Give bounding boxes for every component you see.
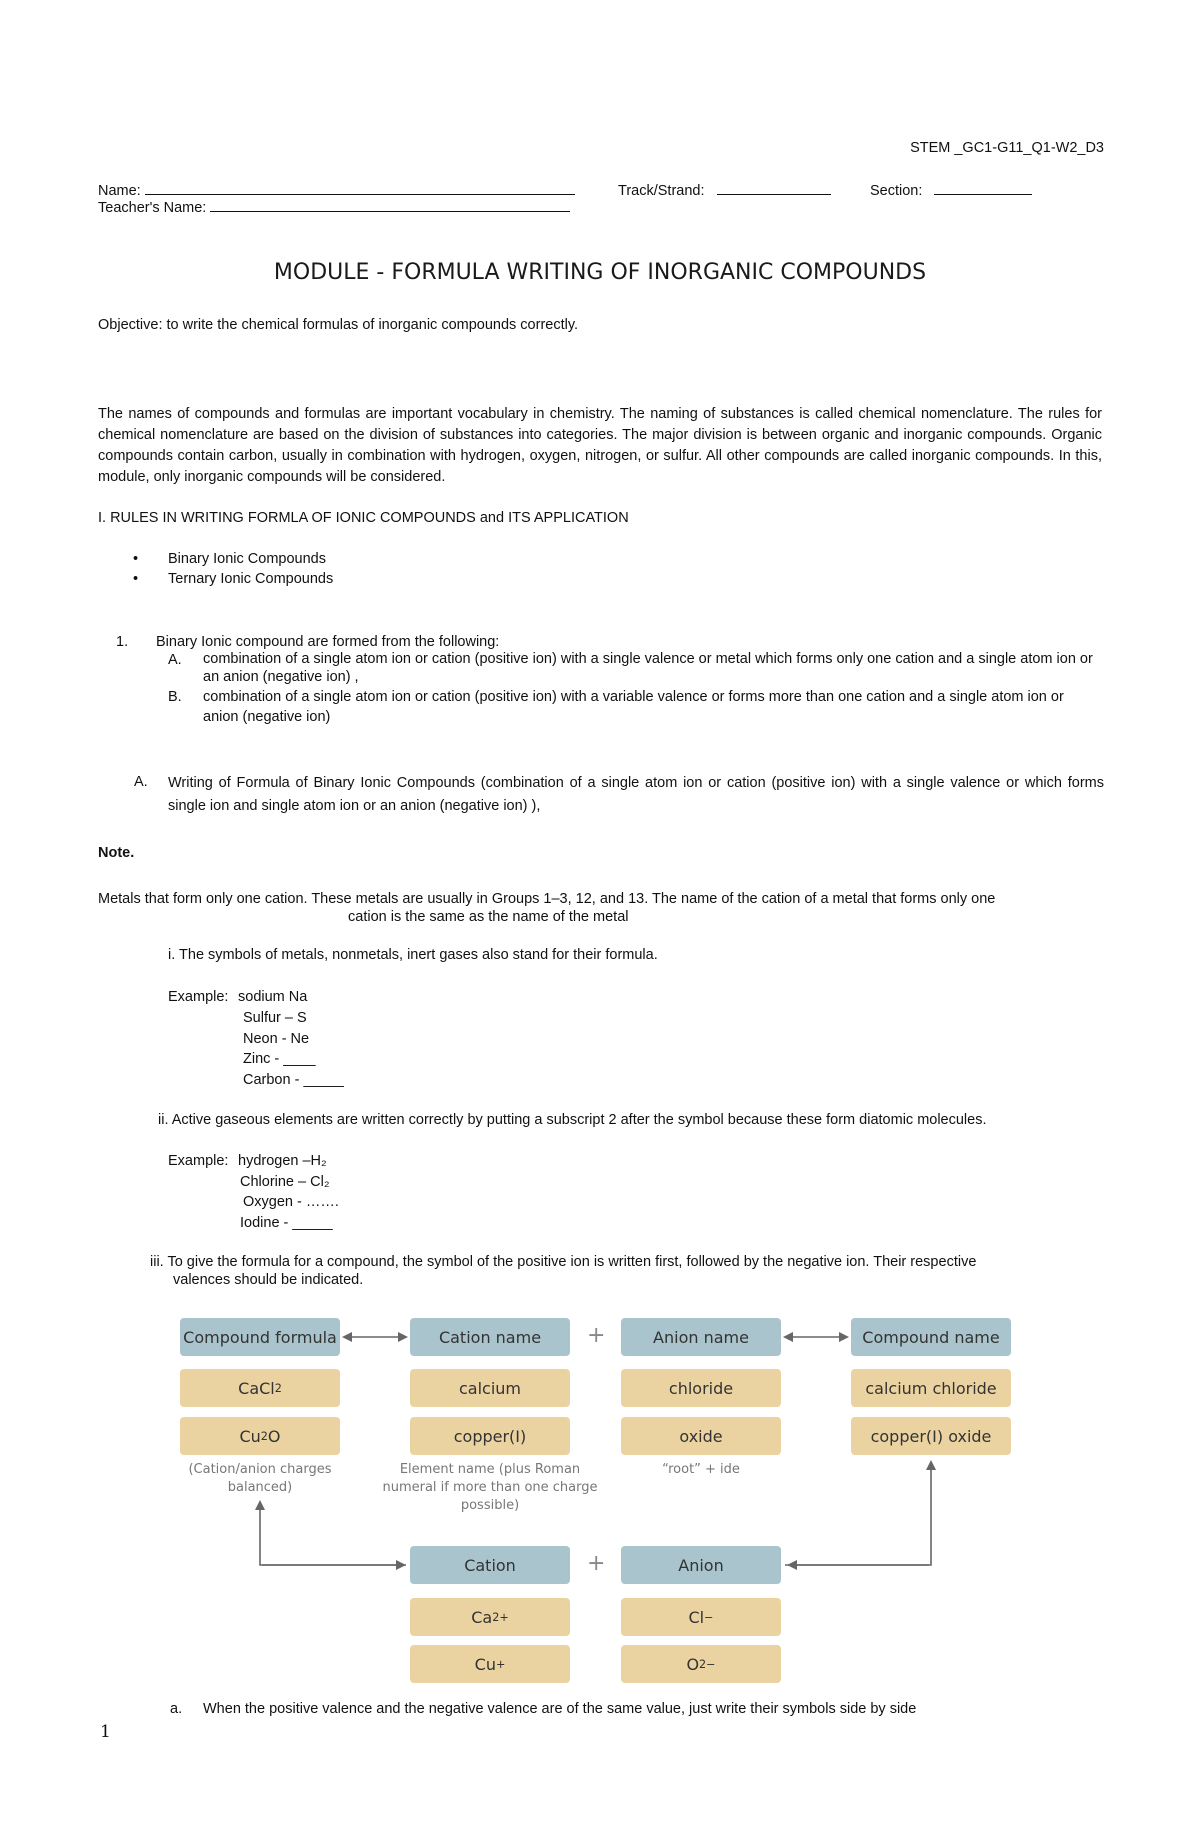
list-item: • Ternary Ionic Compounds (98, 569, 698, 589)
objective: Objective: to write the chemical formulas of inorganic compounds correctly. (98, 317, 579, 333)
rule-ii-example-1: hydrogen –H₂ (238, 1153, 327, 1169)
document-code: STEM _GC1-G11_Q1-W2_D3 (910, 140, 1104, 156)
anion-oxide: oxide (621, 1417, 781, 1455)
formula-text: Cu (239, 1426, 261, 1446)
teacher-label: Teacher's Name: (98, 200, 207, 216)
rule-ii-example-4: Iodine - _____ (240, 1215, 333, 1231)
rule-ii-text: ii. Active gaseous elements are written correctly by putting a subscript 2 after the symbol because these form diatomic molecules. (158, 1112, 987, 1128)
writing-text: Writing of Formula of Binary Ionic Compounds (combination of a single atom ion or cation (positive ion) with a single valence or which forms single ion and single atom ion or an anion (negative ion) ), (168, 775, 1104, 814)
item-a-label: A. (168, 652, 182, 668)
rule-i-text: i. The symbols of metals, nonmetals, inert gases also stand for their formula. (168, 947, 658, 963)
rule-a-label: a. (170, 1701, 183, 1717)
item-b-text: combination of a single atom ion or cation (positive ion) with a variable valence or forms more than one cation and a single atom ion or anion (negative ion) (203, 689, 1064, 725)
formula-text: O (267, 1426, 281, 1446)
header-anion-name: Anion name (621, 1318, 781, 1356)
rule-i-example-1: sodium Na (238, 989, 308, 1005)
rule-i-example-label: Example: (168, 989, 229, 1005)
rule-ii-example-label: Example: (168, 1153, 229, 1169)
item-number: 1. (116, 634, 129, 650)
ion-symbol: O (686, 1654, 700, 1674)
track-label: Track/Strand: (618, 183, 705, 199)
rule-ii-example-2: Chlorine – Cl₂ (240, 1174, 330, 1190)
formula-subscript: 2 (274, 1381, 282, 1395)
writing-label: A. (134, 774, 148, 790)
rule-a-text: When the positive valence and the negative valence are of the same value, just write their symbols side by side (203, 1701, 917, 1717)
compound-calcium-chloride: calcium chloride (851, 1369, 1011, 1407)
rule-i-example-2: Sulfur – S (243, 1010, 307, 1026)
item-text: Binary Ionic compound are formed from the following: (156, 634, 500, 650)
section-heading: I. RULES IN WRITING FORMLA OF IONIC COMPOUNDS and ITS APPLICATION (98, 510, 629, 526)
section-label: Section: (870, 183, 923, 199)
header-anion: Anion (621, 1546, 781, 1584)
cation-copper-i: copper(I) (410, 1417, 570, 1455)
header-compound-formula: Compound formula (180, 1318, 340, 1356)
compound-copper-i-oxide: copper(I) oxide (851, 1417, 1011, 1455)
header-cation-name: Cation name (410, 1318, 570, 1356)
cation-calcium: calcium (410, 1369, 570, 1407)
ion-charge: 2− (699, 1657, 716, 1671)
plus-sign: + (587, 1551, 606, 1576)
rule-i-example-3: Neon - Ne (243, 1031, 310, 1047)
ion-symbol: Cu (474, 1654, 496, 1674)
list-item: • Binary Ionic Compounds (98, 549, 698, 569)
arrow-anion-to-compound (785, 1462, 931, 1565)
ion-charge: + (495, 1657, 506, 1671)
ion-charge: 2+ (492, 1610, 509, 1624)
page-title: MODULE - FORMULA WRITING OF INORGANIC COMPOUNDS (273, 260, 927, 285)
note-text: Metals that form only one cation. These metals are usually in Groups 1–3, 12, and 13. The name of the cation of a metal that forms only one (98, 891, 996, 907)
anion-chloride: chloride (621, 1369, 781, 1407)
rule-iii-text: iii. To give the formula for a compound, the symbol of the positive ion is written first, followed by the negative ion. Their respective (150, 1254, 977, 1270)
caption-formula: (Cation/anion charges balanced) (188, 1462, 332, 1495)
name-label: Name: (98, 183, 141, 199)
caption-cation: Element name (plus Roman numeral if more than one charge possible) (382, 1462, 598, 1513)
caption-anion: “root” + ide (662, 1462, 740, 1477)
ion-charge: − (704, 1610, 714, 1624)
header-cation: Cation (410, 1546, 570, 1584)
header-compound-name: Compound name (851, 1318, 1011, 1356)
plus-sign: + (587, 1323, 606, 1348)
rule-iii-text-continued: valences should be indicated. (173, 1272, 364, 1288)
page-number: 1 (100, 1722, 111, 1742)
formula-text: CaCl (238, 1378, 275, 1398)
rule-ii-example-3: Oxygen - ……. (243, 1194, 339, 1210)
ion-symbol: Ca (471, 1607, 493, 1627)
formula-subscript: 2 (260, 1429, 268, 1443)
item-b-label: B. (168, 689, 182, 705)
note-label: Note. (98, 845, 135, 861)
rule-i-example-4: Zinc - ____ (243, 1051, 316, 1067)
rule-i-example-5: Carbon - _____ (243, 1072, 344, 1088)
arrow-cation-to-formula (260, 1502, 406, 1565)
ion-symbol: Cl (688, 1607, 705, 1627)
item-a-text: combination of a single atom ion or cation (positive ion) with a single valence or metal which forms only one cation and a single atom ion or an anion (negative ion) , (203, 651, 1093, 685)
note-text-continued: cation is the same as the name of the metal (348, 909, 629, 925)
intro-paragraph: The names of compounds and formulas are important vocabulary in chemistry. The naming of substances is called chemical nomenclature. The rules for chemical nomenclature are based on the division of substances into categories. The major division is between organic and inorganic compounds. Organic compounds contain carbon, usually in combination with hydrogen, oxygen, nitrogen, or sulfur. All other compounds are called inorganic compounds. In this, module, only inorganic compounds will be considered. (98, 406, 1102, 485)
